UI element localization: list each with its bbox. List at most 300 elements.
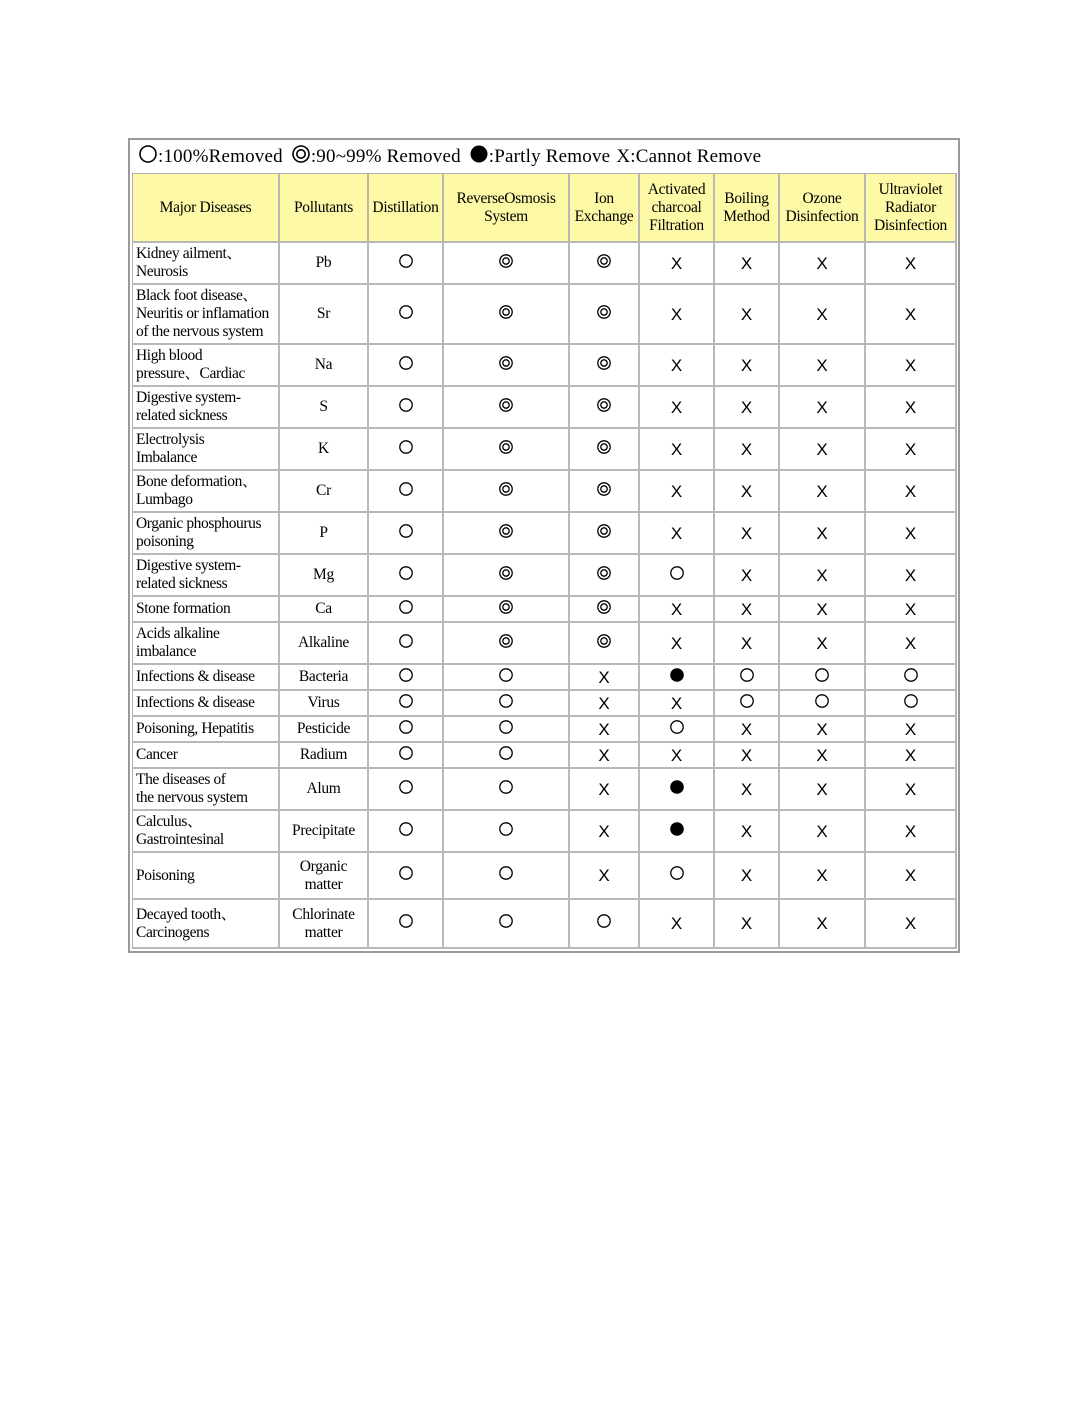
disease-cell: Poisoning, Hepatitis xyxy=(133,717,280,743)
cross-mark-icon: X xyxy=(670,599,683,619)
removal-mark-cell xyxy=(715,900,780,949)
pollutant-cell: Precipitate xyxy=(280,811,369,853)
removal-mark-cell xyxy=(369,345,444,387)
hollow-circle-icon xyxy=(398,565,414,586)
cross-mark-icon: X xyxy=(740,304,753,324)
removal-mark-cell xyxy=(444,623,570,665)
removal-mark-cell xyxy=(866,429,957,471)
cross-mark-icon: X xyxy=(740,821,753,841)
table-body xyxy=(133,243,957,949)
disease-cell: Poisoning xyxy=(133,853,280,900)
column-header-ion-exchange: Ion Exchange xyxy=(570,174,640,243)
double-circle-icon xyxy=(498,523,514,544)
pollutant-cell: K xyxy=(280,429,369,471)
cross-mark-icon: X xyxy=(904,779,917,799)
removal-mark-cell xyxy=(640,555,715,597)
table-row xyxy=(133,555,957,597)
removal-mark-cell xyxy=(369,900,444,949)
removal-mark-cell xyxy=(715,387,780,429)
cross-mark-icon: X xyxy=(740,745,753,765)
pollutant-cell: Alkaline xyxy=(280,623,369,665)
removal-mark-cell xyxy=(369,429,444,471)
removal-mark-cell xyxy=(780,285,866,345)
cross-mark-icon: X xyxy=(670,253,683,273)
removal-mark-cell xyxy=(369,243,444,285)
removal-mark-cell xyxy=(444,717,570,743)
removal-mark-cell xyxy=(715,853,780,900)
hollow-circle-icon xyxy=(739,667,755,688)
removal-table xyxy=(132,173,957,949)
removal-mark-cell xyxy=(715,345,780,387)
cross-mark-icon: X xyxy=(816,523,828,543)
disease-cell: Calculus、 Gastrointesinal xyxy=(133,811,280,853)
removal-mark-cell xyxy=(444,900,570,949)
cross-mark-icon: X xyxy=(598,719,610,739)
cross-mark-icon: X xyxy=(816,633,828,653)
table-row xyxy=(133,691,957,717)
removal-mark-cell xyxy=(570,285,640,345)
hollow-circle-icon xyxy=(398,693,414,714)
removal-mark-cell xyxy=(780,387,866,429)
pollutant-cell: Sr xyxy=(280,285,369,345)
hollow-circle-icon xyxy=(398,523,414,544)
cross-mark-icon: X xyxy=(816,439,828,459)
table-row xyxy=(133,623,957,665)
hollow-circle-icon xyxy=(814,667,830,688)
removal-mark-cell xyxy=(640,513,715,555)
hollow-circle-icon xyxy=(498,779,514,800)
removal-mark-cell xyxy=(866,811,957,853)
hollow-circle-icon xyxy=(398,865,414,886)
disease-cell: Digestive system- related sickness xyxy=(133,555,280,597)
removal-mark-cell xyxy=(570,243,640,285)
removal-mark-cell xyxy=(570,769,640,811)
removal-mark-cell xyxy=(866,555,957,597)
double-circle-icon xyxy=(291,144,311,170)
removal-mark-cell xyxy=(866,285,957,345)
removal-mark-cell xyxy=(715,743,780,769)
pollutant-cell: Na xyxy=(280,345,369,387)
removal-mark-cell xyxy=(640,743,715,769)
cross-mark-icon: X xyxy=(670,914,683,934)
removal-mark-cell xyxy=(640,811,715,853)
removal-mark-cell xyxy=(780,471,866,513)
legend-partial-label: :Partly Remove xyxy=(488,145,611,167)
removal-mark-cell xyxy=(866,471,957,513)
cross-mark-icon: X xyxy=(670,439,683,459)
hollow-circle-icon xyxy=(739,693,755,714)
hollow-circle-icon xyxy=(498,865,514,886)
pollutant-cell: P xyxy=(280,513,369,555)
hollow-circle-icon xyxy=(398,397,414,418)
removal-mark-cell xyxy=(369,853,444,900)
cross-mark-icon: X xyxy=(740,914,753,934)
pollutant-cell: Alum xyxy=(280,769,369,811)
removal-mark-cell xyxy=(640,900,715,949)
legend-full-label: :100%Removed xyxy=(158,145,283,167)
cross-mark-icon: X xyxy=(740,355,753,375)
hollow-circle-icon xyxy=(498,913,514,934)
removal-mark-cell xyxy=(640,717,715,743)
disease-cell: Infections & disease xyxy=(133,691,280,717)
removal-mark-cell xyxy=(640,853,715,900)
double-circle-icon xyxy=(498,481,514,502)
hollow-circle-icon xyxy=(398,913,414,934)
table-row xyxy=(133,769,957,811)
removal-mark-cell xyxy=(369,285,444,345)
pollutant-cell: Chlorinate matter xyxy=(280,900,369,949)
double-circle-icon xyxy=(498,633,514,654)
removal-efficiency-sheet xyxy=(128,138,960,953)
hollow-circle-icon xyxy=(138,144,158,170)
cross-mark-icon: X xyxy=(904,355,917,375)
removal-mark-cell xyxy=(444,853,570,900)
hollow-circle-icon xyxy=(398,481,414,502)
cross-mark-icon: X xyxy=(816,821,828,841)
cross-mark-icon: X xyxy=(904,719,917,739)
table-row xyxy=(133,387,957,429)
cross-mark-icon: X xyxy=(740,439,753,459)
cross-mark-icon: X xyxy=(740,719,753,739)
removal-mark-cell xyxy=(570,471,640,513)
hollow-circle-icon xyxy=(398,355,414,376)
removal-mark-cell xyxy=(866,769,957,811)
cross-mark-icon: X xyxy=(904,439,917,459)
removal-mark-cell xyxy=(780,691,866,717)
double-circle-icon xyxy=(498,304,514,325)
disease-cell: Digestive system- related sickness xyxy=(133,387,280,429)
removal-mark-cell xyxy=(866,243,957,285)
pollutant-cell: Mg xyxy=(280,555,369,597)
cross-mark-icon: X xyxy=(904,599,917,619)
removal-mark-cell xyxy=(444,811,570,853)
cross-mark-icon: X xyxy=(598,821,610,841)
filled-circle-icon xyxy=(669,667,685,688)
removal-mark-cell xyxy=(640,285,715,345)
removal-mark-cell xyxy=(780,717,866,743)
column-header-boiling-method: Boiling Method xyxy=(715,174,780,243)
removal-mark-cell xyxy=(715,717,780,743)
removal-mark-cell xyxy=(369,555,444,597)
disease-cell: Black foot disease、 Neuritis or inflamation of the nervous system xyxy=(133,285,280,345)
removal-mark-cell xyxy=(570,743,640,769)
cross-mark-icon: X xyxy=(670,304,683,324)
hollow-circle-icon xyxy=(669,719,685,740)
column-header-pollutants: Pollutants xyxy=(280,174,369,243)
removal-mark-cell xyxy=(640,665,715,691)
table-row xyxy=(133,345,957,387)
removal-mark-cell xyxy=(780,769,866,811)
removal-mark-cell xyxy=(444,769,570,811)
removal-mark-cell xyxy=(369,513,444,555)
removal-mark-cell xyxy=(640,597,715,623)
cross-mark-icon: X xyxy=(740,633,753,653)
removal-mark-cell xyxy=(640,345,715,387)
column-header-major-diseases: Major Diseases xyxy=(133,174,280,243)
removal-mark-cell xyxy=(715,429,780,471)
removal-mark-cell xyxy=(444,345,570,387)
hollow-circle-icon xyxy=(669,865,685,886)
table-row xyxy=(133,811,957,853)
cross-mark-icon: X xyxy=(816,565,828,585)
cross-mark-icon: X xyxy=(816,719,828,739)
hollow-circle-icon xyxy=(398,304,414,325)
removal-mark-cell xyxy=(369,769,444,811)
table-row xyxy=(133,743,957,769)
cross-mark-icon: X xyxy=(904,821,917,841)
cross-mark-icon: X xyxy=(670,481,683,501)
removal-mark-cell xyxy=(866,900,957,949)
hollow-circle-icon xyxy=(498,719,514,740)
removal-mark-cell xyxy=(570,665,640,691)
double-circle-icon xyxy=(596,481,612,502)
removal-mark-cell xyxy=(780,853,866,900)
table-row xyxy=(133,597,957,623)
removal-mark-cell xyxy=(570,555,640,597)
removal-mark-cell xyxy=(444,691,570,717)
removal-mark-cell xyxy=(866,717,957,743)
disease-cell: Cancer xyxy=(133,743,280,769)
removal-mark-cell xyxy=(715,555,780,597)
removal-mark-cell xyxy=(866,387,957,429)
removal-mark-cell xyxy=(570,717,640,743)
cross-mark-icon: X xyxy=(670,397,683,417)
removal-mark-cell xyxy=(570,597,640,623)
removal-mark-cell xyxy=(444,387,570,429)
cross-mark-icon: X xyxy=(816,866,828,886)
legend-bar xyxy=(130,140,958,173)
removal-mark-cell xyxy=(369,691,444,717)
pollutant-cell: Organic matter xyxy=(280,853,369,900)
pollutant-cell: Pb xyxy=(280,243,369,285)
cross-mark-icon: X xyxy=(816,779,828,799)
double-circle-icon xyxy=(596,565,612,586)
table-row xyxy=(133,900,957,949)
disease-cell: Electrolysis Imbalance xyxy=(133,429,280,471)
removal-mark-cell xyxy=(570,853,640,900)
disease-cell: Acids alkaline imbalance xyxy=(133,623,280,665)
removal-mark-cell xyxy=(780,743,866,769)
cross-mark-icon: X xyxy=(670,633,683,653)
disease-cell: Infections & disease xyxy=(133,665,280,691)
cross-mark-icon: X xyxy=(598,693,610,713)
removal-mark-cell xyxy=(866,853,957,900)
cross-mark-icon: X xyxy=(740,779,753,799)
hollow-circle-icon xyxy=(398,779,414,800)
pollutant-cell: Cr xyxy=(280,471,369,513)
cross-mark-icon: X xyxy=(904,253,917,273)
removal-mark-cell xyxy=(780,597,866,623)
cross-mark-icon: X xyxy=(598,745,610,765)
hollow-circle-icon xyxy=(498,821,514,842)
removal-mark-cell xyxy=(715,471,780,513)
table-row xyxy=(133,513,957,555)
removal-mark-cell xyxy=(715,285,780,345)
disease-cell: Bone deformation、 Lumbago xyxy=(133,471,280,513)
removal-mark-cell xyxy=(715,597,780,623)
removal-mark-cell xyxy=(780,623,866,665)
cross-mark-icon: X xyxy=(740,481,753,501)
removal-mark-cell xyxy=(780,429,866,471)
removal-mark-cell xyxy=(640,623,715,665)
removal-mark-cell xyxy=(640,769,715,811)
double-circle-icon xyxy=(596,633,612,654)
column-header-uv-disinfection: Ultraviolet Radiator Disinfection xyxy=(866,174,957,243)
cross-mark-icon: X xyxy=(904,304,917,324)
disease-cell: Kidney ailment、 Neurosis xyxy=(133,243,280,285)
disease-cell: Organic phosphourus poisoning xyxy=(133,513,280,555)
removal-mark-cell xyxy=(369,597,444,623)
cross-mark-icon: X xyxy=(904,565,917,585)
removal-mark-cell xyxy=(570,513,640,555)
disease-cell: Stone formation xyxy=(133,597,280,623)
hollow-circle-icon xyxy=(398,599,414,620)
legend-double-label: :90~99% Removed xyxy=(310,145,461,167)
cross-mark-icon: X xyxy=(670,523,683,543)
removal-mark-cell xyxy=(570,387,640,429)
removal-mark-cell xyxy=(369,665,444,691)
pollutant-cell: Ca xyxy=(280,597,369,623)
double-circle-icon xyxy=(596,355,612,376)
removal-mark-cell xyxy=(570,345,640,387)
cross-mark-icon: X xyxy=(904,914,917,934)
removal-mark-cell xyxy=(715,513,780,555)
column-header-reverse-osmosis: ReverseOsmosis System xyxy=(444,174,570,243)
double-circle-icon xyxy=(498,355,514,376)
removal-mark-cell xyxy=(640,691,715,717)
removal-mark-cell xyxy=(640,243,715,285)
hollow-circle-icon xyxy=(903,693,919,714)
removal-mark-cell xyxy=(640,387,715,429)
cross-mark-icon: X xyxy=(598,779,610,799)
table-row xyxy=(133,665,957,691)
cross-mark-icon: X xyxy=(816,397,828,417)
cross-mark-icon: X xyxy=(598,866,610,886)
double-circle-icon xyxy=(498,565,514,586)
removal-mark-cell xyxy=(715,811,780,853)
double-circle-icon xyxy=(498,397,514,418)
removal-mark-cell xyxy=(369,623,444,665)
removal-mark-cell xyxy=(866,665,957,691)
removal-mark-cell xyxy=(369,471,444,513)
hollow-circle-icon xyxy=(498,745,514,766)
removal-mark-cell xyxy=(444,597,570,623)
cross-mark-icon: X xyxy=(740,397,753,417)
pollutant-cell: Bacteria xyxy=(280,665,369,691)
removal-mark-cell xyxy=(369,387,444,429)
removal-mark-cell xyxy=(444,285,570,345)
table-row xyxy=(133,429,957,471)
disease-cell: The diseases of the nervous system xyxy=(133,769,280,811)
cross-mark-icon: X xyxy=(598,667,610,687)
cross-mark-icon: X xyxy=(904,745,917,765)
pollutant-cell: S xyxy=(280,387,369,429)
table-row xyxy=(133,853,957,900)
removal-mark-cell xyxy=(444,555,570,597)
removal-mark-cell xyxy=(444,513,570,555)
double-circle-icon xyxy=(498,599,514,620)
removal-mark-cell xyxy=(715,623,780,665)
removal-mark-cell xyxy=(780,345,866,387)
filled-circle-icon xyxy=(669,821,685,842)
cross-mark-icon: X xyxy=(816,745,828,765)
double-circle-icon xyxy=(596,599,612,620)
removal-mark-cell xyxy=(444,429,570,471)
pollutant-cell: Radium xyxy=(280,743,369,769)
pollutant-cell: Virus xyxy=(280,691,369,717)
removal-mark-cell xyxy=(570,623,640,665)
double-circle-icon xyxy=(596,523,612,544)
double-circle-icon xyxy=(596,253,612,274)
hollow-circle-icon xyxy=(498,667,514,688)
removal-mark-cell xyxy=(780,900,866,949)
hollow-circle-icon xyxy=(398,719,414,740)
cross-mark-icon: X xyxy=(816,599,828,619)
double-circle-icon xyxy=(498,439,514,460)
removal-mark-cell xyxy=(866,513,957,555)
removal-mark-cell xyxy=(866,345,957,387)
pollutant-cell: Pesticide xyxy=(280,717,369,743)
removal-mark-cell xyxy=(780,513,866,555)
cross-mark-icon: X xyxy=(904,397,917,417)
removal-mark-cell xyxy=(715,769,780,811)
cross-mark-icon: X xyxy=(816,253,828,273)
cross-mark-icon: X xyxy=(816,481,828,501)
removal-mark-cell xyxy=(780,665,866,691)
removal-mark-cell xyxy=(570,900,640,949)
hollow-circle-icon xyxy=(398,253,414,274)
removal-mark-cell xyxy=(444,743,570,769)
disease-cell: High blood pressure、Cardiac xyxy=(133,345,280,387)
removal-mark-cell xyxy=(570,811,640,853)
removal-mark-cell xyxy=(640,471,715,513)
removal-mark-cell xyxy=(866,743,957,769)
removal-mark-cell xyxy=(570,691,640,717)
column-header-ozone-disinfection: Ozone Disinfection xyxy=(780,174,866,243)
removal-mark-cell xyxy=(369,811,444,853)
removal-mark-cell xyxy=(866,597,957,623)
cross-mark-icon: X xyxy=(740,523,753,543)
hollow-circle-icon xyxy=(596,913,612,934)
removal-mark-cell xyxy=(715,243,780,285)
hollow-circle-icon xyxy=(398,633,414,654)
removal-mark-cell xyxy=(866,623,957,665)
removal-mark-cell xyxy=(444,243,570,285)
double-circle-icon xyxy=(596,304,612,325)
hollow-circle-icon xyxy=(398,745,414,766)
hollow-circle-icon xyxy=(398,821,414,842)
hollow-circle-icon xyxy=(903,667,919,688)
cross-mark-icon: X xyxy=(740,599,753,619)
removal-mark-cell xyxy=(715,691,780,717)
legend-cross-symbol: X xyxy=(616,145,631,167)
column-header-activated-charcoal: Activated charcoal Filtration xyxy=(640,174,715,243)
removal-mark-cell xyxy=(570,429,640,471)
removal-mark-cell xyxy=(444,665,570,691)
cross-mark-icon: X xyxy=(670,355,683,375)
hollow-circle-icon xyxy=(498,693,514,714)
table-row xyxy=(133,717,957,743)
filled-circle-icon xyxy=(669,779,685,800)
removal-mark-cell xyxy=(780,555,866,597)
disease-cell: Decayed tooth、 Carcinogens xyxy=(133,900,280,949)
table-row xyxy=(133,471,957,513)
cross-mark-icon: X xyxy=(816,304,828,324)
removal-mark-cell xyxy=(715,665,780,691)
double-circle-icon xyxy=(596,397,612,418)
cross-mark-icon: X xyxy=(740,253,753,273)
removal-mark-cell xyxy=(780,811,866,853)
